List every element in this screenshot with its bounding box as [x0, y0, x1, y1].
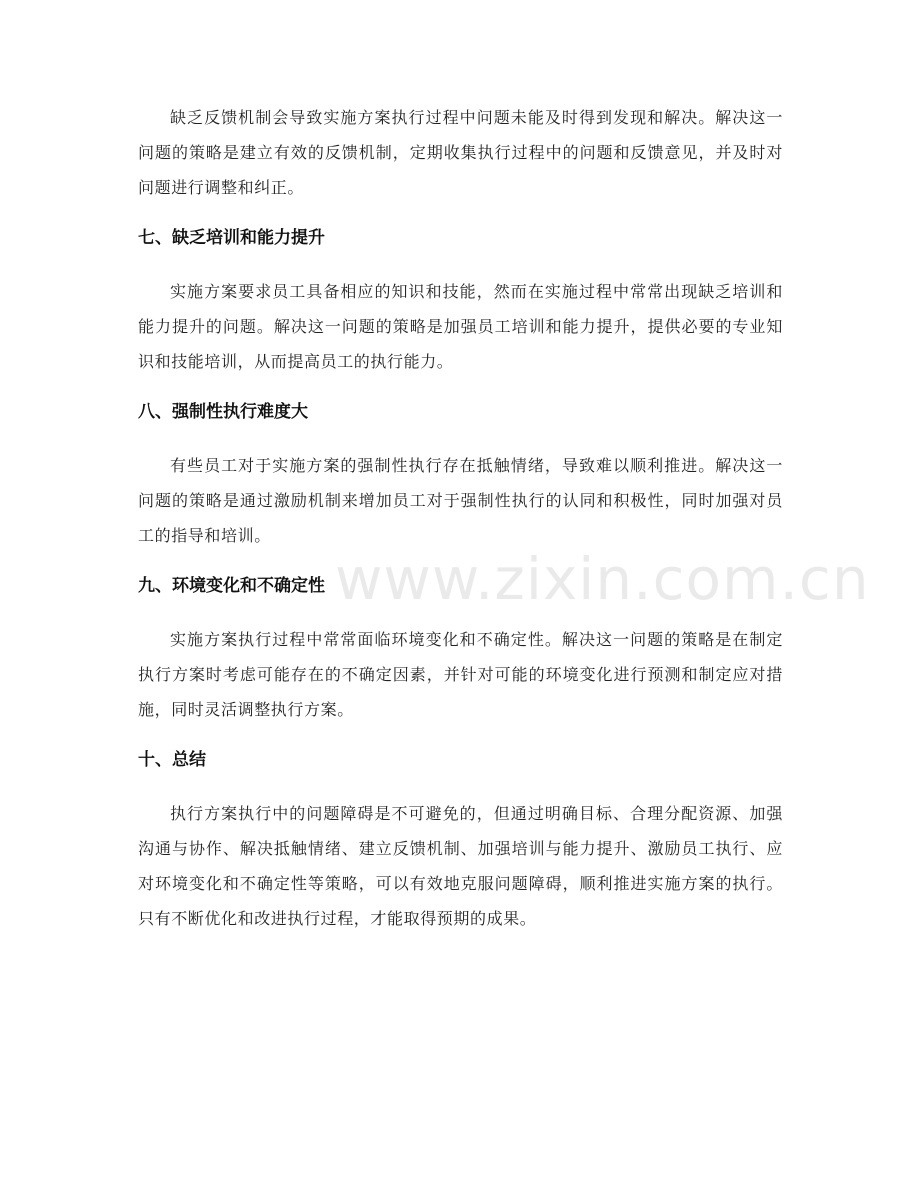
intro-paragraph: 缺乏反馈机制会导致实施方案执行过程中问题未能及时得到发现和解决。解决这一问题的策略是建立有效的反馈机制，定期收集执行过程中的问题和反馈意见，并及时对问题进行调整和纠正。 [138, 108, 783, 197]
section-heading-8: 八、强制性执行难度大 [138, 402, 308, 422]
document-body [138, 100, 783, 952]
section-heading-10: 十、总结 [138, 750, 206, 770]
section-heading-9: 九、环境变化和不确定性 [138, 576, 325, 596]
section-body-9: 实施方案执行过程中常常面临环境变化和不确定性。解决这一问题的策略是在制定执行方案时考虑可能存在的不确定因素，并针对可能的环境变化进行预测和制定应对措施，同时灵活调整执行方案。 [138, 630, 783, 719]
watermark: www.zixin.com.cn [335, 545, 870, 613]
section-heading-7: 七、缺乏培训和能力提升 [138, 228, 325, 248]
section-body-7: 实施方案要求员工具备相应的知识和技能，然而在实施过程中常常出现缺乏培训和能力提升的问题。解决这一问题的策略是加强员工培训和能力提升，提供必要的专业知识和技能培训，从而提高员工的执行能力。 [138, 282, 783, 371]
section-body-8: 有些员工对于实施方案的强制性执行存在抵触情绪，导致难以顺利推进。解决这一问题的策略是通过激励机制来增加员工对于强制性执行的认同和积极性，同时加强对员工的指导和培训。 [138, 456, 783, 545]
section-body-10: 执行方案执行中的问题障碍是不可避免的，但通过明确目标、合理分配资源、加强沟通与协作、解决抵触情绪、建立反馈机制、加强培训与能力提升、激励员工执行、应对环境变化和不确定性等策略，可以有效地克服问题障碍，顺利推进实施方案的执行。只有不断优化和改进执行过程，才能取得预期的成果。 [138, 804, 783, 928]
